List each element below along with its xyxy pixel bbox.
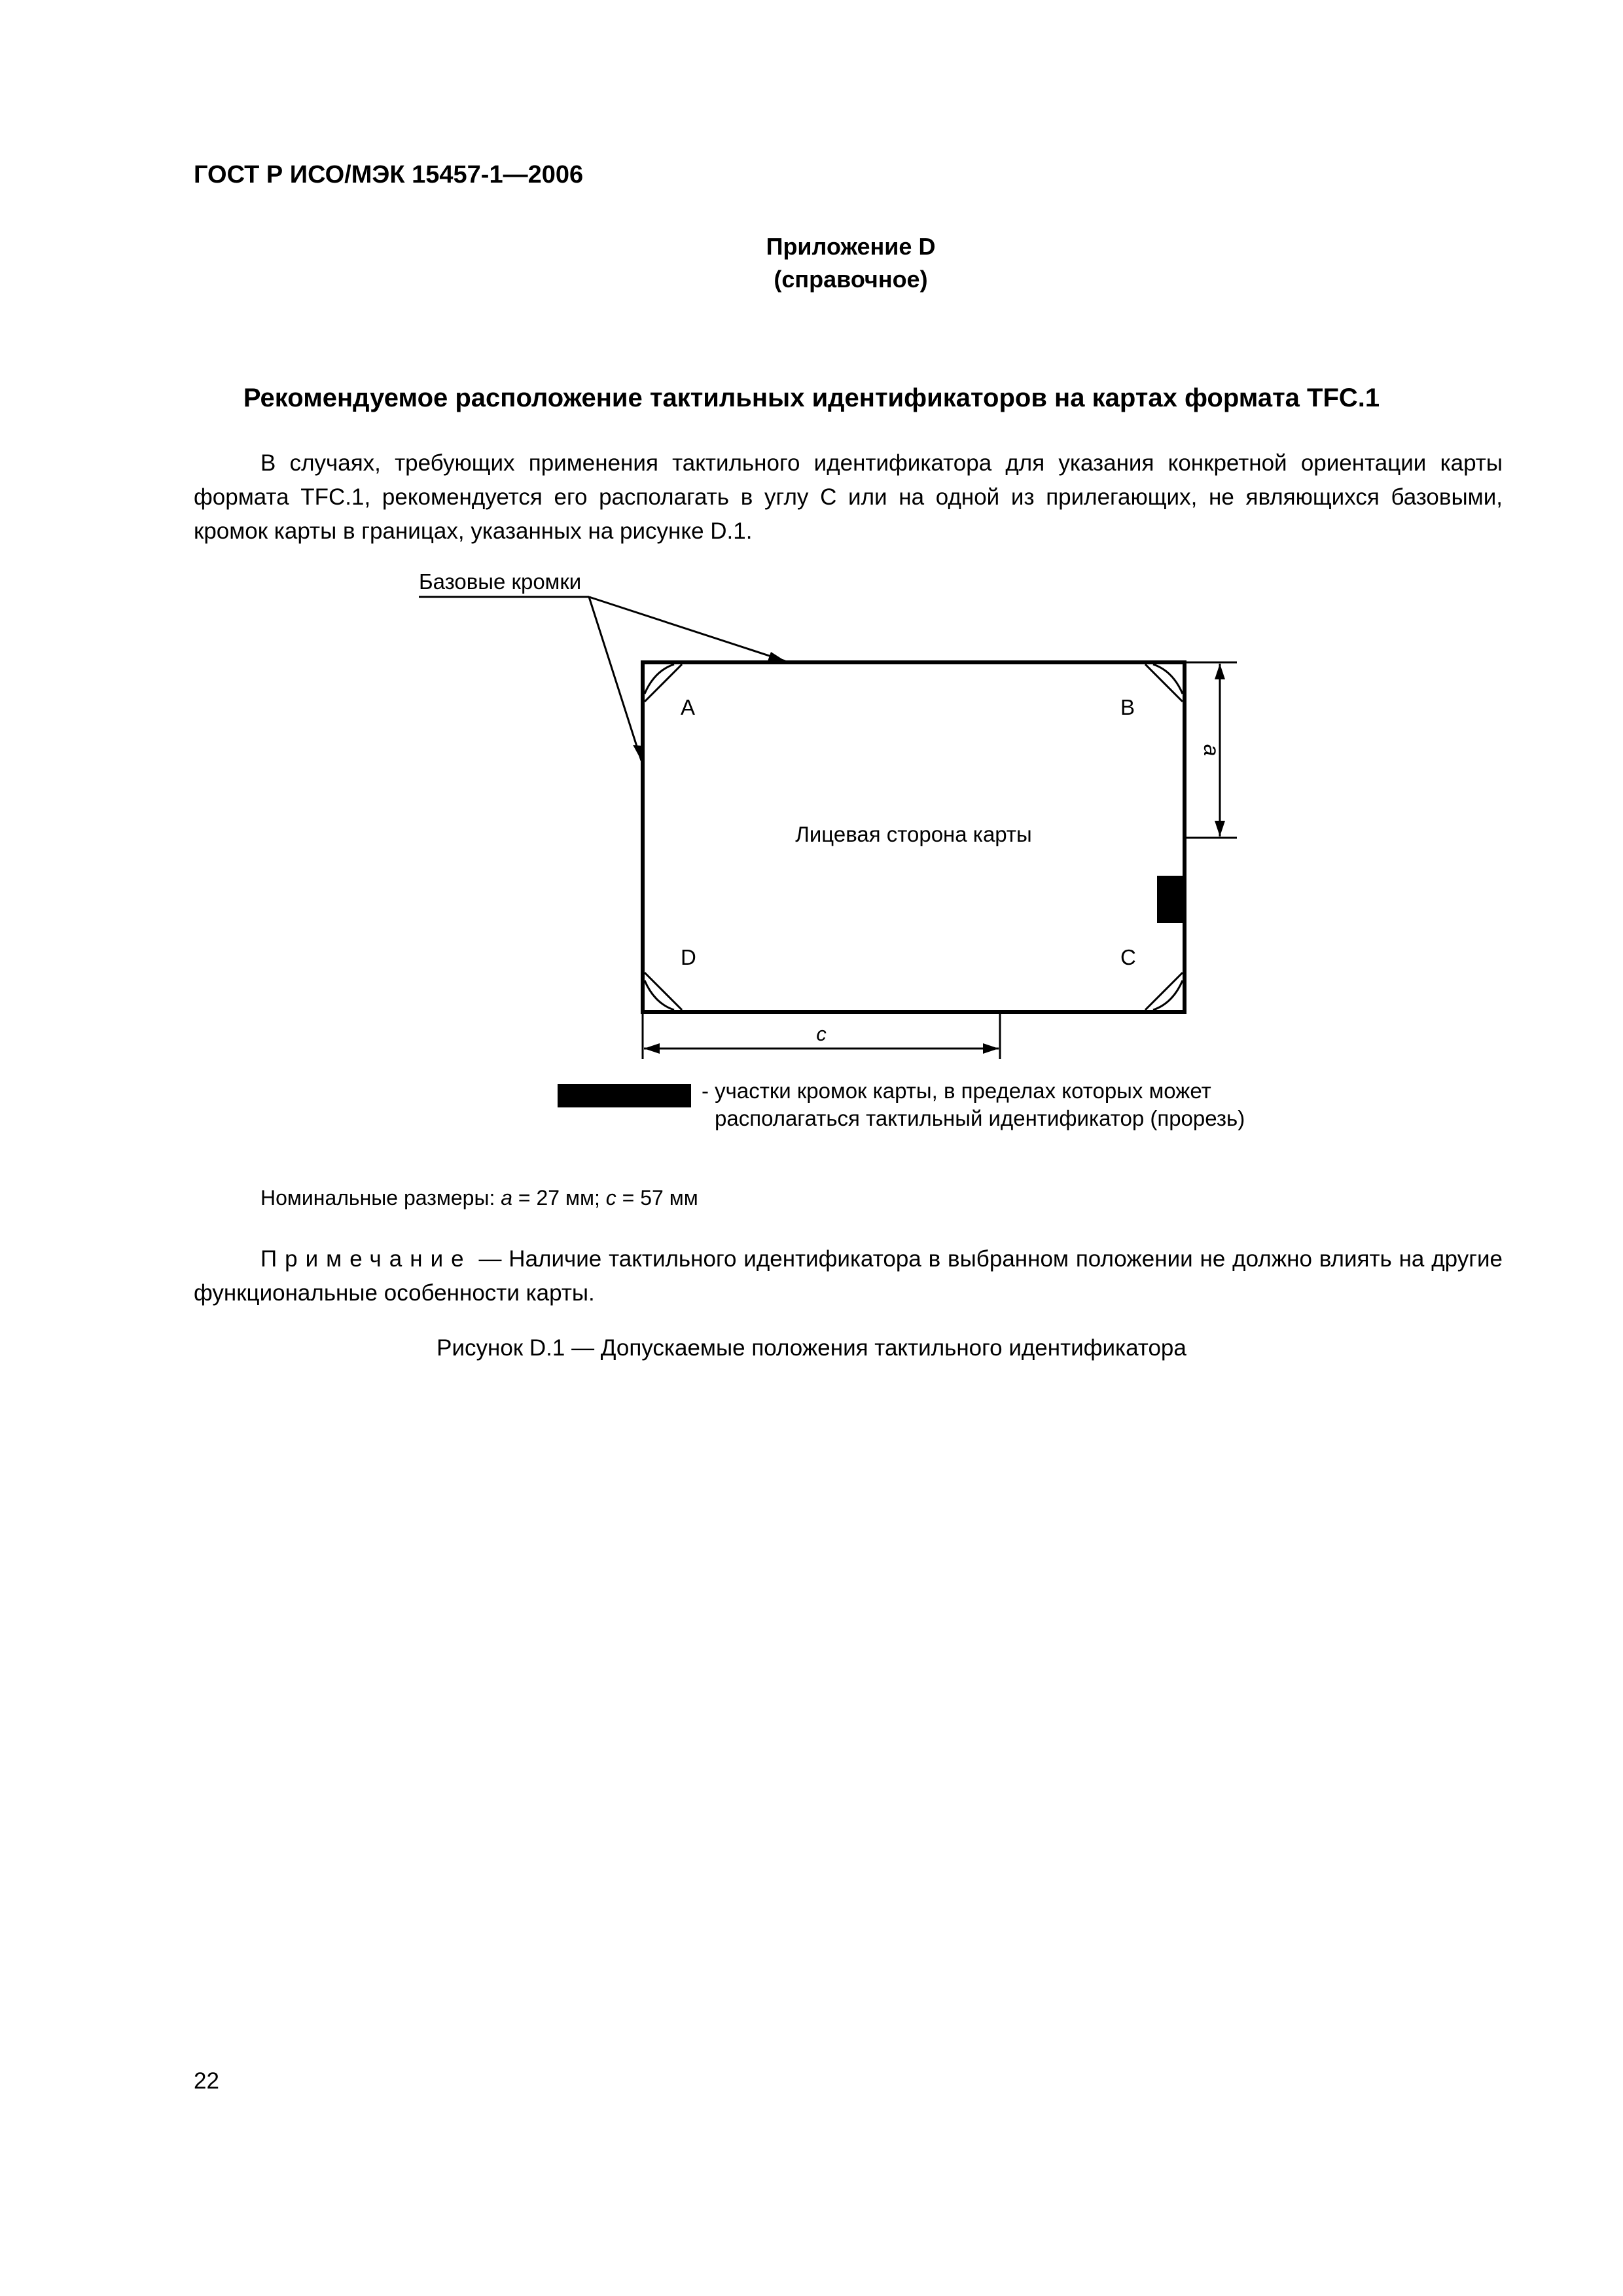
leader-line-top-edge xyxy=(589,597,785,661)
appendix-type: (справочное) xyxy=(774,266,928,293)
nominal-c-symbol: c xyxy=(605,1186,616,1210)
corner-label-b: B xyxy=(1120,695,1135,719)
legend-line-1: - участки кромок карты, в пределах которых может xyxy=(702,1079,1211,1103)
dimension-a-arrow-top xyxy=(1215,664,1225,679)
intro-paragraph: В случаях, требующих применения тактильного идентификатора для указания конкретной ориентации карты формата TFC.1, рекомендуется его располагать в углу C или на одной из прилегающих, не являющихся базовыми, кромок карты в границах, указанных на рисунке D.1. xyxy=(194,450,1503,544)
corner-marker-b xyxy=(1145,664,1183,702)
corner-marker-d xyxy=(645,973,682,1010)
card-face-label: Лицевая сторона карты xyxy=(795,822,1032,846)
dimension-c-arrow-left xyxy=(644,1043,660,1054)
document-standard-header: ГОСТ Р ИСО/МЭК 15457-1—2006 xyxy=(194,161,584,188)
nominal-prefix: Номинальные размеры: xyxy=(260,1186,501,1210)
nominal-dimensions xyxy=(260,1186,698,1210)
corner-label-c: C xyxy=(1120,945,1136,969)
note-paragraph xyxy=(194,1242,1503,1310)
figure-caption: Рисунок D.1 — Допускаемые положения тактильного идентификатора xyxy=(437,1335,1186,1361)
corner-label-d: D xyxy=(681,945,696,969)
page-number: 22 xyxy=(194,2068,219,2094)
legend-text xyxy=(702,1077,1245,1132)
dimension-c-label: c xyxy=(816,1022,827,1045)
section-title: Рекомендуемое расположение тактильных идентификаторов на картах формата TFC.1 xyxy=(243,384,1380,412)
corner-marker-c xyxy=(1145,973,1183,1010)
nominal-c-value: = 57 мм xyxy=(616,1186,698,1210)
leader-line-left-edge xyxy=(589,597,641,761)
legend-swatch xyxy=(558,1084,691,1107)
tactile-identifier-slot xyxy=(1157,876,1183,923)
note-label: Примечание xyxy=(260,1246,472,1272)
dimension-c-arrow-right xyxy=(983,1043,999,1054)
dimension-a-label: a xyxy=(1200,744,1224,757)
legend-line-2: располагаться тактильный идентификатор (прорезь) xyxy=(715,1106,1245,1130)
note-text: — Наличие тактильного идентификатора в выбранном положении не должно влиять на другие функциональные особенности карты. xyxy=(194,1246,1503,1306)
corner-marker-a xyxy=(645,664,682,702)
arrowhead-top-edge xyxy=(768,652,785,661)
dimension-a-arrow-bottom xyxy=(1215,821,1225,836)
base-edges-label: Базовые кромки xyxy=(419,569,582,594)
nominal-a-value: = 27 мм; xyxy=(512,1186,606,1210)
appendix-title: Приложение D xyxy=(766,233,936,260)
corner-label-a: A xyxy=(681,695,696,719)
nominal-a-symbol: a xyxy=(501,1186,513,1210)
